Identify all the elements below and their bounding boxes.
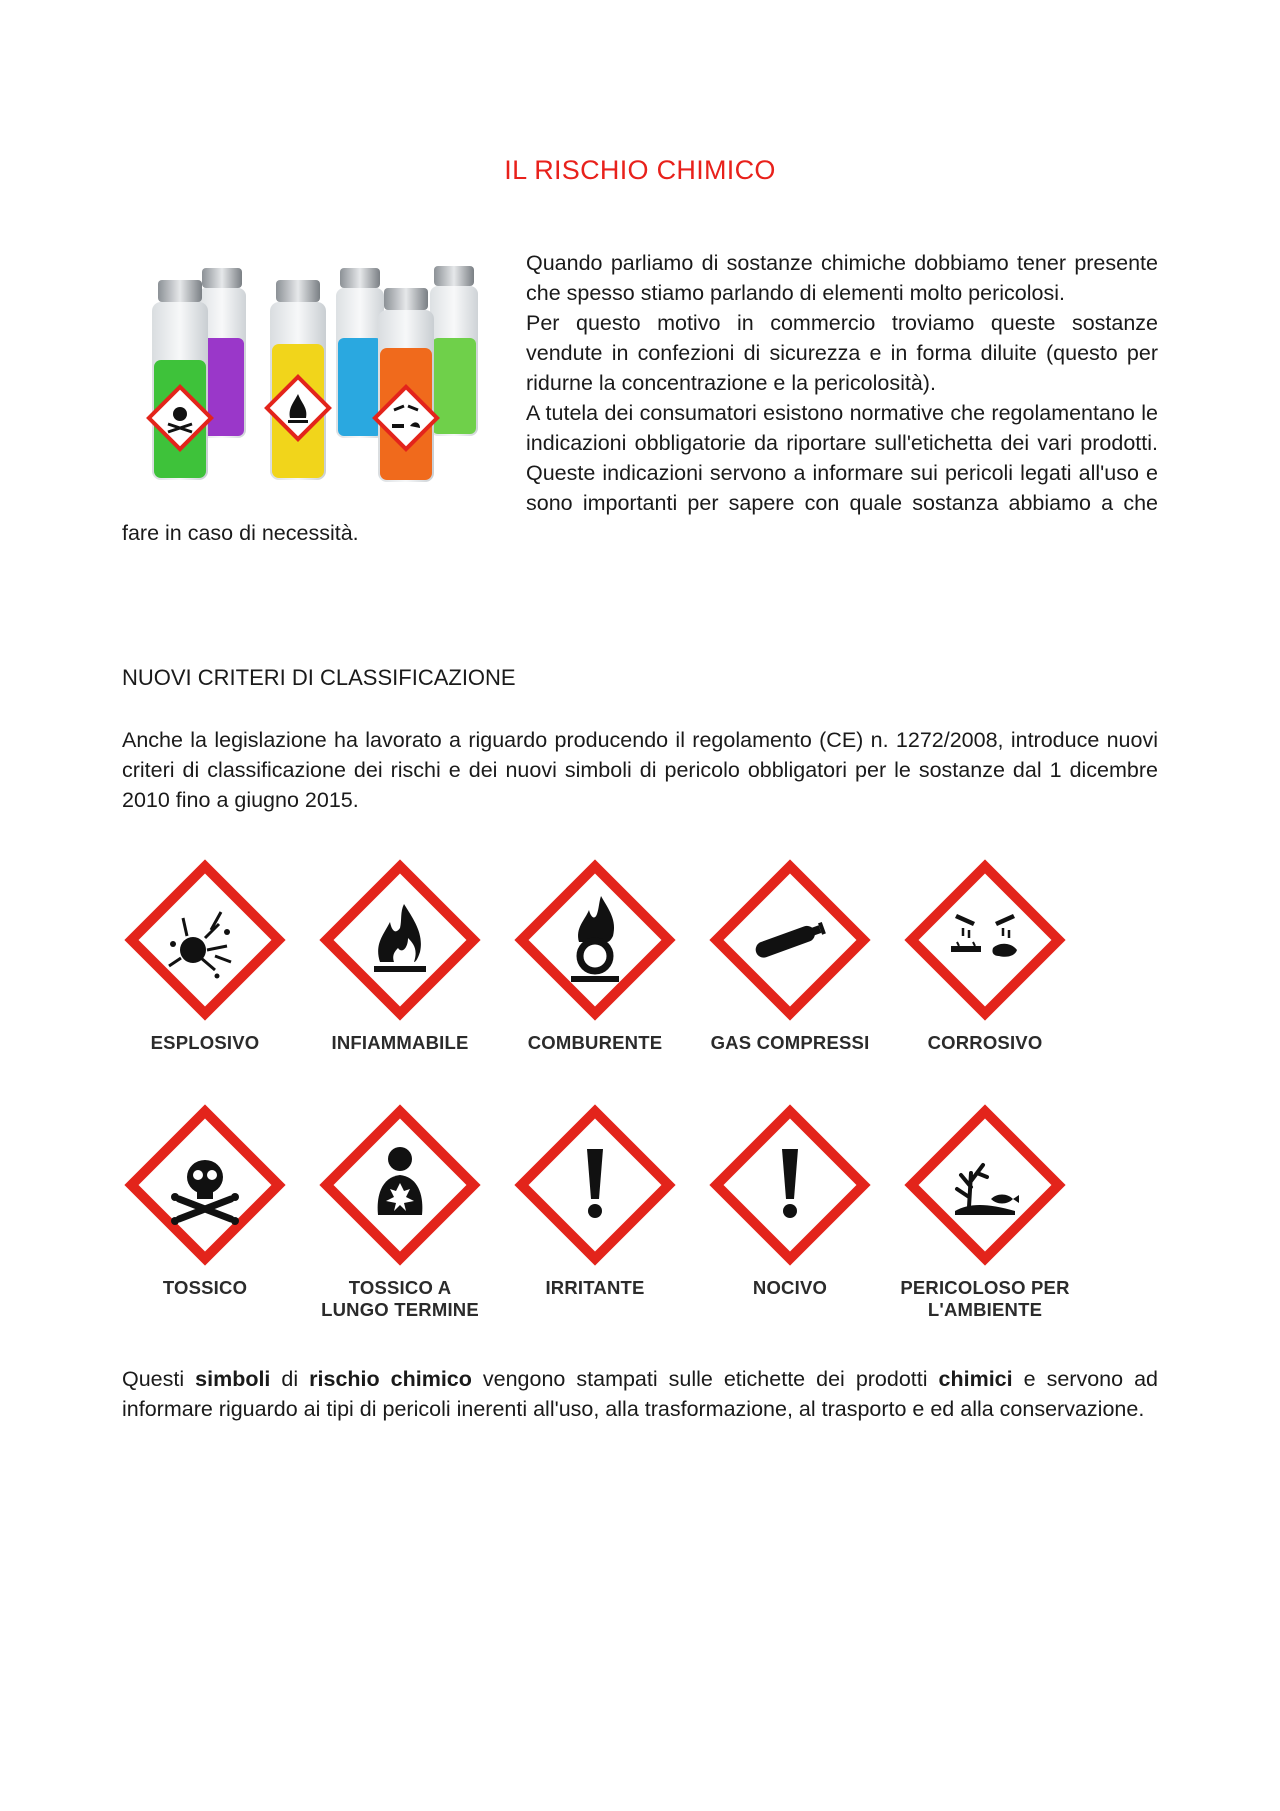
pictogram-label: INFIAMMABILE: [331, 1032, 469, 1053]
pictogram-label: TOSSICO A LUNGO TERMINE: [321, 1277, 479, 1320]
closing-text-1: Questi: [122, 1367, 196, 1391]
intro-paragraph-2: Per questo motivo in commercio troviamo queste sostanze vendute in confezioni di sicurezza e in forma diluite (questo per ridurne la concentrazione e la pericolosità).: [526, 311, 1158, 395]
photo-spacer: [122, 248, 526, 518]
pictogram-nocivo: [705, 1103, 875, 1299]
exclamation-mark-icon: [708, 1103, 872, 1267]
pictogram-infiammabile: [315, 858, 485, 1054]
health-hazard-icon: [318, 1103, 482, 1267]
closing-text-3: vengono stampati sulle etichette dei prodotti: [471, 1367, 939, 1391]
closing-bold-chimici: chimici: [938, 1367, 1013, 1391]
legislation-paragraph: Anche la legislazione ha lavorato a riguardo producendo il regolamento (CE) n. 1272/2008, introduce nuovi criteri di classificazione dei rischi e dei nuovi simboli di pericolo obbligatori per le sostanze dal 1 dicembre 2010 fino a giugno 2015.: [122, 728, 1158, 812]
pictogram-comburente: [510, 858, 680, 1054]
closing-text-4: e servono ad informare riguardo ai tipi di pericoli inerenti all'uso, alla trasformazione, al trasporto e ed alla conservazione.: [122, 1367, 1158, 1421]
closing-text-2: di: [270, 1367, 310, 1391]
pictogram-esplosivo: [120, 858, 290, 1054]
pictogram-corrosivo: [900, 858, 1070, 1054]
intro-text: [122, 248, 1158, 548]
pictogram-tossico-a-lungo-termine: [315, 1103, 485, 1321]
flame-over-circle-icon: [513, 858, 677, 1022]
exploding-bomb-icon: [123, 858, 287, 1022]
pictogram-label: ESPLOSIVO: [150, 1032, 260, 1053]
pictogram-irritante: [510, 1103, 680, 1299]
pictogram-label: GAS COMPRESSI: [710, 1032, 870, 1053]
intro-paragraph-3: A tutela dei consumatori esistono normative che regolamentano le indicazioni obbligatorie da riportare sull'etichetta dei vari prodotti. Queste indicazioni servono a informare sui pericoli legati all'uso e sono importanti per sapere con quale sostanza abbiamo a che fare in caso di necessità.: [122, 401, 1158, 545]
exclamation-mark-icon: [513, 1103, 677, 1267]
pictogram-label: CORROSIVO: [927, 1032, 1043, 1053]
pictogram-pericoloso-per-l-ambiente: [900, 1103, 1070, 1321]
closing-paragraph: [122, 1364, 1158, 1424]
pictogram-label: TOSSICO: [162, 1277, 248, 1298]
section-heading: NUOVI CRITERI DI CLASSIFICAZIONE: [122, 665, 516, 690]
pictogram-label: NOCIVO: [752, 1277, 828, 1298]
corrosion-icon: [903, 858, 1067, 1022]
pictogram-label: IRRITANTE: [545, 1277, 645, 1298]
page-title: IL RISCHIO CHIMICO: [504, 155, 776, 185]
pictogram-label: PERICOLOSO PER L'AMBIENTE: [900, 1277, 1070, 1320]
pictogram-tossico: [120, 1103, 290, 1299]
skull-crossbones-icon: [123, 1103, 287, 1267]
environment-icon: [903, 1103, 1067, 1267]
closing-bold-simboli: simboli: [195, 1367, 271, 1391]
closing-bold-rischio-chimico: rischio chimico: [309, 1367, 472, 1391]
flame-icon: [318, 858, 482, 1022]
intro-paragraph-1: Quando parliamo di sostanze chimiche dobbiamo tener presente che spesso stiamo parlando di elementi molto pericolosi.: [526, 251, 1158, 305]
gas-cylinder-icon: [708, 858, 872, 1022]
pictogram-label: COMBURENTE: [527, 1032, 663, 1053]
pictogram-gas-compressi: [705, 858, 875, 1054]
